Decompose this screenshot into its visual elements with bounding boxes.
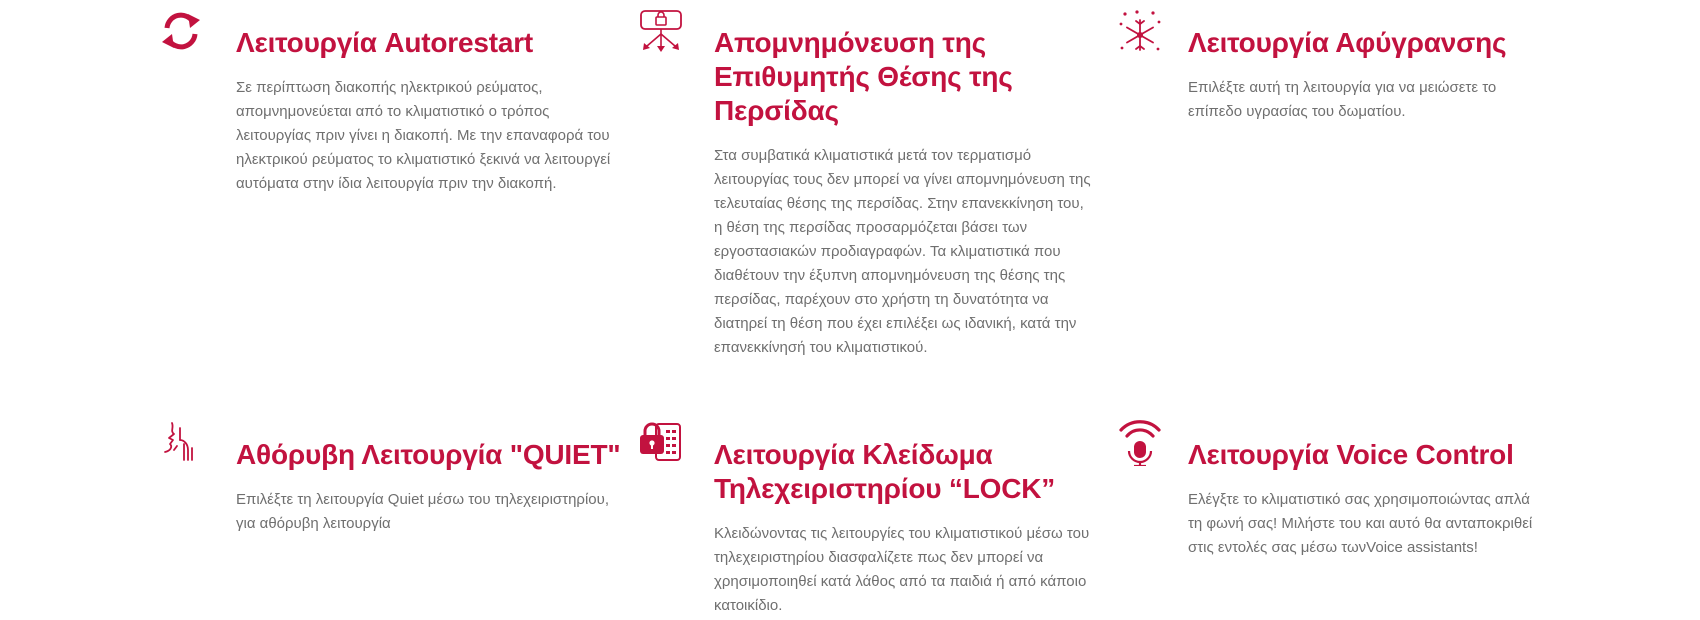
feature-title: Λειτουργία Autorestart <box>236 27 534 58</box>
voice-microphone-icon <box>1117 420 1163 466</box>
dehumidify-snowflake-icon <box>1117 8 1163 54</box>
feature-description: Επιλέξτε τη λειτουργία Quiet μέσω του τηλεχειριστηρίου, για αθόρυβη λειτουργία <box>236 491 610 532</box>
feature-description: Ελέγξτε το κλιματιστικό σας χρησιμοποιώντας απλά τη φωνή σας! Μιλήστε του και αυτό θα ανταποκριθεί στις εντολές σας μέσω τωνVoice assistants! <box>1188 491 1533 556</box>
feature-description: Σε περίπτωση διακοπής ηλεκτρικού ρεύματος, απομνημονεύεται από το κλιματιστικό ο τρόπος λειτουργίας πριν γίνει η διακοπή. Με την επαναφορά του ηλεκτρικού ρεύματος το κλιματιστικό ξεκινά να λειτουργεί αυτόματα στην ίδια λειτουργία πριν την διακοπή. <box>236 79 611 192</box>
quiet-shush-icon <box>158 420 204 466</box>
feature-title: Λειτουργία Voice Control <box>1188 439 1514 470</box>
louver-memory-icon <box>638 8 684 54</box>
feature-description: Επιλέξτε αυτή τη λειτουργία για να μειώσετε το επίπεδο υγρασίας του δωματίου. <box>1188 79 1497 120</box>
feature-description: Στα συμβατικά κλιματιστικά μετά τον τερματισμό λειτουργίας τους δεν μπορεί να γίνει απομνημόνευση της τελευταίας θέσης της περσίδας. Στην επανεκκίνηση του, η θέση της περσίδας προσαρμόζεται βάσει των εργοστασιακών προδιαγραφών. Τα κλιματιστικά που διαθέτουν την έξυπνη απομνημόνευση της θέσης της περσίδας, παρέχουν στο χρήστη τη δυνατότητα να διατηρεί τη θέση που έχει επιλέξει ως ιδανική, κατά την επανεκκίνησή του κλιματιστικού. <box>714 147 1091 356</box>
autorestart-icon <box>158 8 204 54</box>
feature-title: Λειτουργία Αφύγρανσης <box>1188 27 1507 58</box>
feature-title: Αθόρυβη Λειτουργία "QUIET" <box>236 439 621 470</box>
feature-title: Λειτουργία Κλείδωμα Τηλεχειριστηρίου “LOCK” <box>714 439 1056 504</box>
remote-lock-icon <box>638 420 684 466</box>
feature-description: Κλειδώνοντας τις λειτουργίες του κλιματιστικού μέσω του τηλεχειριστηρίου διασφαλίζετε πως δεν μπορεί να χρησιμοποιηθεί κατά λάθος από τα παιδιά ή από κάποιο κατοικίδιο. <box>714 525 1090 614</box>
feature-title: Απομνημόνευση της Επιθυμητής Θέσης της Περσίδας <box>714 27 1013 126</box>
